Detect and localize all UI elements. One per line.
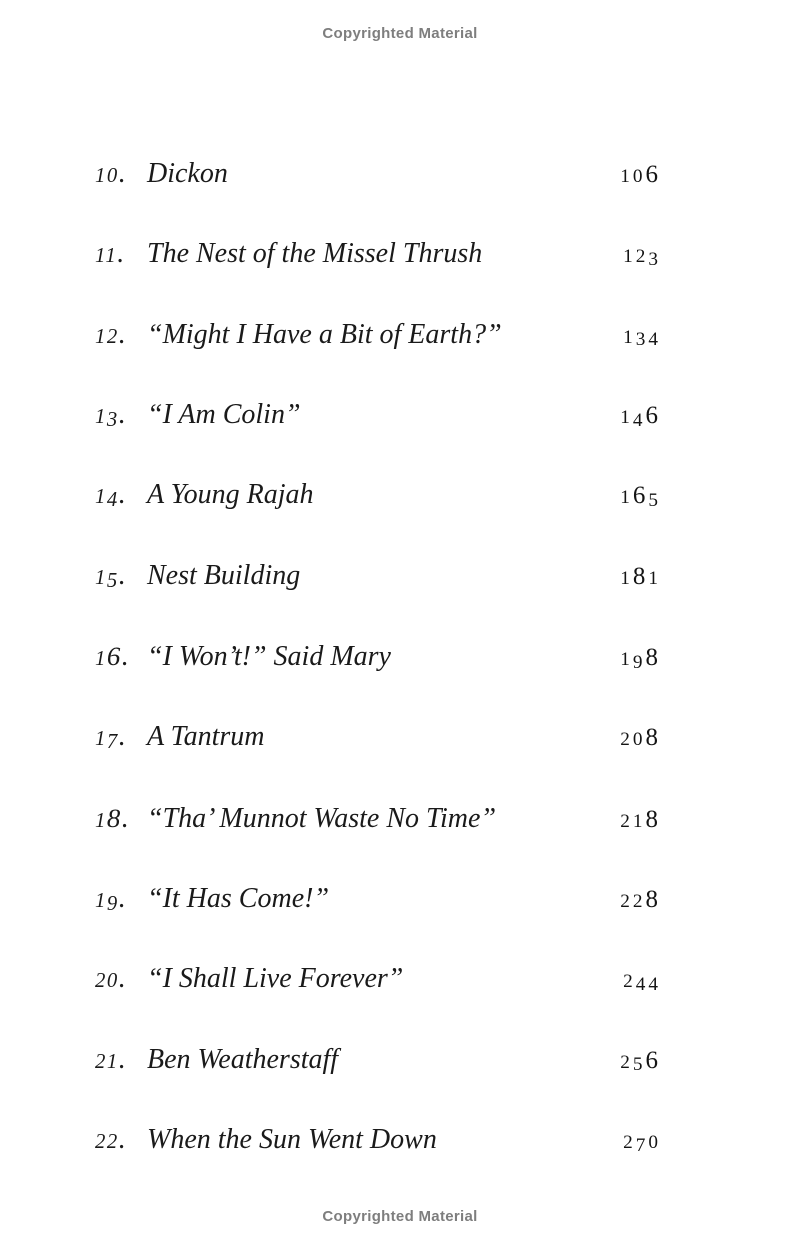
copyright-notice-top: Copyrighted Material (322, 25, 478, 42)
chapter-number: 15. (95, 559, 128, 592)
toc-entry (95, 639, 661, 677)
chapter-number: 18. (95, 802, 131, 834)
chapter-title: A Young Rajah (147, 479, 314, 511)
toc-entry (95, 882, 661, 919)
chapter-number: 17. (95, 721, 128, 754)
chapter-title: Ben Weatherstaff (147, 1043, 339, 1075)
page-number: 134 (623, 326, 661, 351)
toc-entry (95, 237, 661, 274)
chapter-title: “It Has Come!” (147, 882, 330, 914)
toc-entry (95, 478, 661, 515)
page-number: 181 (620, 562, 661, 590)
toc-entry (95, 559, 661, 596)
page-number: 256 (620, 1046, 661, 1076)
chapter-number: 12. (95, 318, 128, 350)
chapter-title: “I Won’t!” Said Mary (147, 640, 391, 672)
chapter-number: 11. (95, 238, 126, 270)
chapter-title: When the Sun Went Down (147, 1123, 437, 1155)
chapter-number: 14. (95, 479, 128, 512)
chapter-number: 22. (95, 1123, 128, 1155)
chapter-title: The Nest of the Missel Thrush (147, 238, 483, 270)
page-number: 106 (620, 161, 661, 188)
chapter-title: Dickon (147, 158, 228, 189)
page-number: 123 (623, 246, 661, 271)
chapter-number: 21. (95, 1043, 128, 1075)
page-number: 146 (620, 401, 661, 431)
chapter-number: 20. (95, 963, 128, 995)
page-number: 270 (623, 1131, 661, 1156)
chapter-number: 19. (95, 882, 128, 915)
copyright-notice-bottom: Copyrighted Material (322, 1208, 478, 1225)
toc-entry (95, 1123, 661, 1160)
chapter-number: 13. (95, 398, 128, 431)
chapter-title: A Tantrum (147, 721, 265, 753)
page-number: 198 (620, 643, 661, 673)
toc-entry (95, 398, 661, 435)
chapter-title: “Might I Have a Bit of Earth?” (147, 318, 502, 350)
chapter-title: Nest Building (147, 559, 301, 591)
toc-entry (95, 720, 661, 757)
chapter-title: “I Shall Live Forever” (147, 963, 404, 995)
toc-entry (95, 801, 661, 839)
toc-entry (95, 157, 661, 194)
chapter-title: “Tha’ Munnot Waste No Time” (147, 802, 497, 834)
page-number: 165 (620, 482, 661, 511)
chapter-number: 16. (95, 640, 131, 672)
toc-entry (95, 1043, 661, 1080)
page-number: 228 (620, 885, 661, 913)
page-number: 208 (620, 724, 661, 752)
table-of-contents (95, 157, 661, 1160)
chapter-title: “I Am Colin” (147, 398, 301, 430)
chapter-number: 10. (95, 158, 128, 189)
toc-entry (95, 318, 661, 355)
page-number: 244 (623, 971, 661, 995)
toc-entry (95, 962, 661, 999)
page-number: 218 (620, 805, 661, 833)
